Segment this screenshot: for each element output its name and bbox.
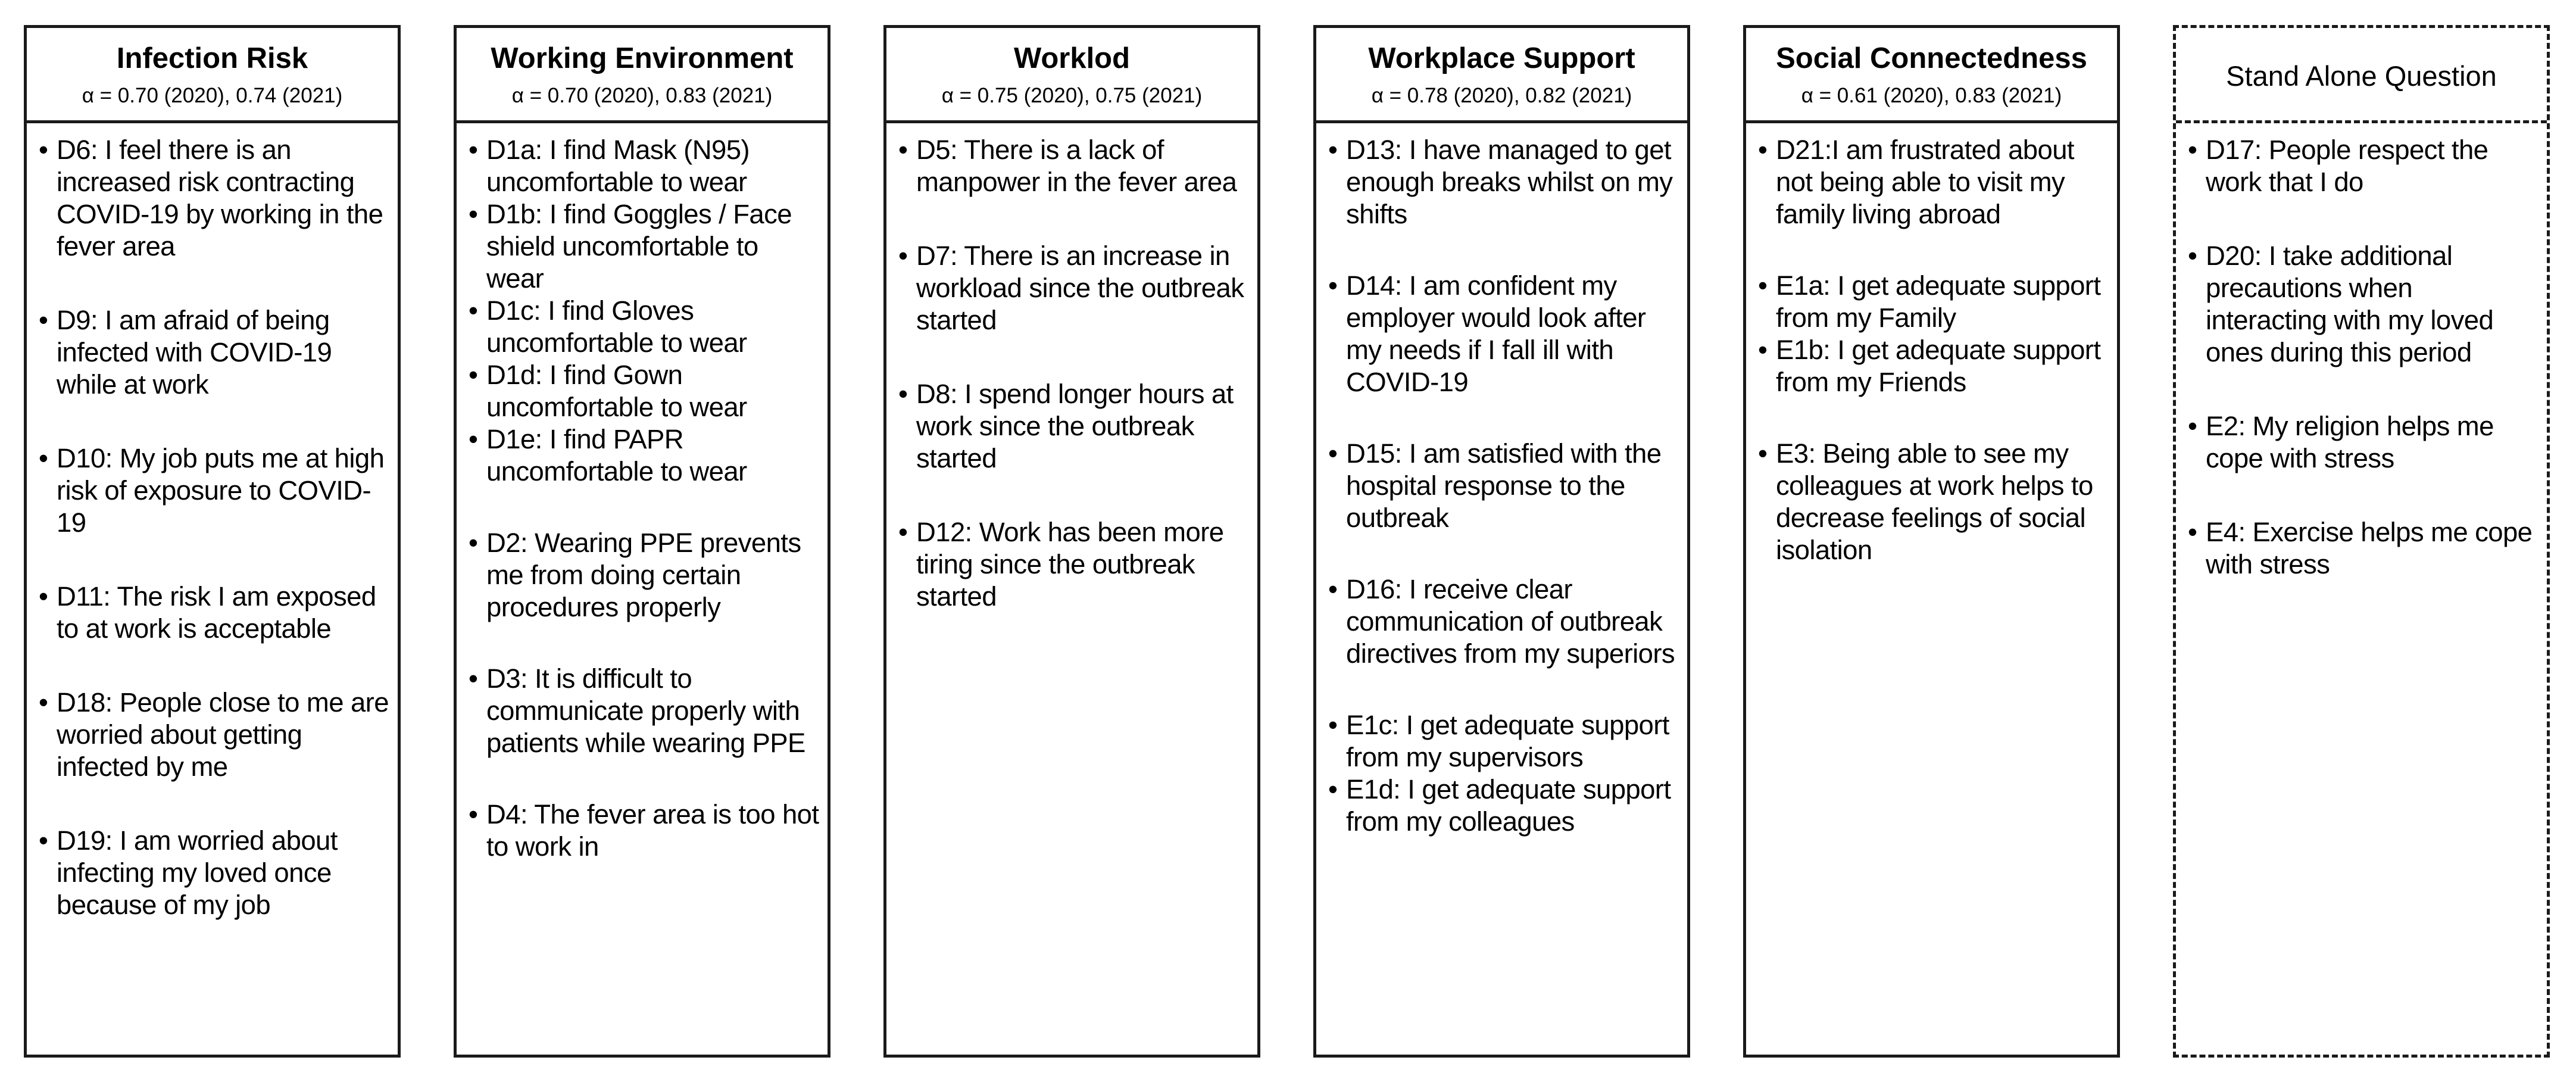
cronbach-alpha: α = 0.75 (2020), 0.75 (2021) — [941, 84, 1203, 107]
list-item: • D11: The risk I am exposed to at work is acceptable — [57, 581, 389, 645]
list-item: • D10: My job puts me at high risk of exposure to COVID-19 — [57, 442, 389, 539]
list-item: • D5: There is a lack of manpower in the fever area — [916, 134, 1249, 198]
list-item: • D9: I am afraid of being infected with COVID-19 while at work — [57, 304, 389, 401]
list-item: • D13: I have managed to get enough breaks whilst on my shifts — [1346, 134, 1679, 230]
panel-header — [457, 28, 828, 123]
panel-header — [2176, 28, 2547, 123]
panel-infection-risk — [24, 25, 401, 1058]
item-list — [457, 123, 828, 863]
panel-header — [1316, 28, 1687, 123]
list-item: • D2: Wearing PPE prevents me from doing certain procedures properly — [486, 527, 819, 623]
list-item: • E1a: I get adequate support from my Family — [1776, 270, 2109, 334]
panel-title: Workplace Support — [1368, 42, 1635, 74]
list-item: • D12: Work has been more tiring since the outbreak started — [916, 516, 1249, 613]
panel-working-environment — [454, 25, 830, 1058]
list-item: • D16: I receive clear communication of outbreak directives from my superiors — [1346, 573, 1679, 670]
list-item: • E1d: I get adequate support from my colleagues — [1346, 774, 1679, 838]
list-item: • E3: Being able to see my colleagues at work helps to decrease feelings of social isolation — [1776, 438, 2109, 566]
list-item: • D6: I feel there is an increased risk contracting COVID-19 by working in the fever area — [57, 134, 389, 263]
panel-header — [1746, 28, 2117, 123]
cronbach-alpha: α = 0.78 (2020), 0.82 (2021) — [1371, 84, 1632, 107]
item-list — [886, 123, 1257, 654]
list-item: • D19: I am worried about infecting my loved once because of my job — [57, 825, 389, 921]
panel-social-connectedness — [1743, 25, 2120, 1058]
list-item: • D1d: I find Gown uncomfortable to wear — [486, 359, 819, 423]
list-item: • D21:I am frustrated about not being able to visit my family living abroad — [1776, 134, 2109, 230]
panel-workload — [883, 25, 1260, 1058]
list-item: • D20: I take additional precautions when interacting with my loved ones during this period — [2206, 240, 2538, 369]
cronbach-alpha: α = 0.61 (2020), 0.83 (2021) — [1801, 84, 2062, 107]
panel-title: Working Environment — [491, 42, 794, 74]
list-item: • D3: It is difficult to communicate properly with patients while wearing PPE — [486, 663, 819, 759]
list-item: • D4: The fever area is too hot to work in — [486, 799, 819, 863]
list-item: • D1b: I find Goggles / Face shield uncomfortable to wear — [486, 198, 819, 295]
list-item: • E2: My religion helps me cope with stress — [2206, 410, 2538, 475]
list-item: • D8: I spend longer hours at work since the outbreak started — [916, 378, 1249, 475]
list-item: • D1e: I find PAPR uncomfortable to wear — [486, 423, 819, 488]
panel-title: Stand Alone Question — [2226, 60, 2497, 92]
panel-header — [27, 28, 398, 123]
list-item: • D1a: I find Mask (N95) uncomfortable to wear — [486, 134, 819, 198]
cronbach-alpha: α = 0.70 (2020), 0.83 (2021) — [511, 84, 773, 107]
panel-title: Infection Risk — [116, 42, 308, 74]
panel-title: Social Connectedness — [1776, 42, 2087, 74]
item-list — [27, 123, 398, 963]
cronbach-alpha: α = 0.70 (2020), 0.74 (2021) — [82, 84, 343, 107]
list-item: • D1c: I find Gloves uncomfortable to wear — [486, 295, 819, 359]
list-item: • D15: I am satisfied with the hospital response to the outbreak — [1346, 438, 1679, 534]
item-list — [2176, 123, 2547, 622]
panel-workplace-support — [1313, 25, 1690, 1058]
panel-stand-alone-question — [2173, 25, 2550, 1058]
list-item: • D14: I am confident my employer would look after my needs if I fall ill with COVID-19 — [1346, 270, 1679, 398]
list-item: • E1b: I get adequate support from my Friends — [1776, 334, 2109, 398]
list-item: • D7: There is an increase in workload since the outbreak started — [916, 240, 1249, 336]
list-item: • D18: People close to me are worried about getting infected by me — [57, 687, 389, 783]
panel-header — [886, 28, 1257, 123]
panel-title: Worklod — [1013, 42, 1131, 74]
list-item: • D17: People respect the work that I do — [2206, 134, 2538, 198]
item-list — [1746, 123, 2117, 566]
item-list — [1316, 123, 1687, 838]
list-item: • E4: Exercise helps me cope with stress — [2206, 516, 2538, 581]
list-item: • E1c: I get adequate support from my supervisors — [1346, 709, 1679, 774]
